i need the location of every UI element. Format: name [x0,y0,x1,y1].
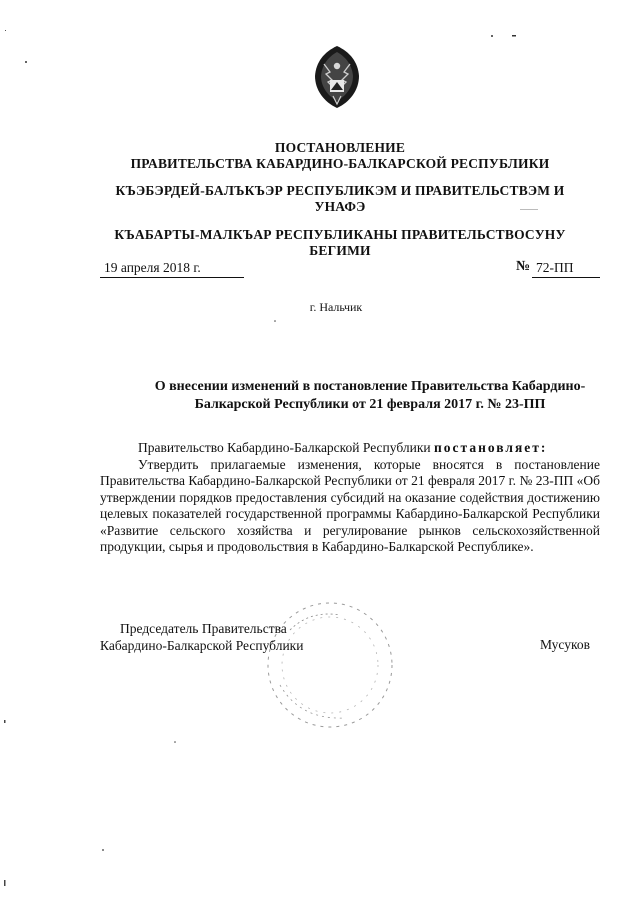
doc-type-title: ПОСТАНОВЛЕНИЕ [274,140,406,155]
government-name-krc-line2: БЕГИМИ [309,243,371,258]
decree-body [100,440,600,556]
signatory-title [100,620,303,654]
resolves-keyword: постановляет: [434,440,548,455]
subject-line-1: О внесении изменений в постановление Правительства Кабардино- [154,379,586,394]
signatory-name: Мусуков [540,637,590,652]
government-name-krc-line1: КЪАБАРТЫ-МАЛКЪАР РЕСПУБЛИКАНЫ ПРАВИТЕЛЬСТВОСУНУ [114,227,566,242]
government-name-kbd-line2: УНАФЭ [314,199,366,214]
city: г. Нальчик [309,300,363,314]
decree-date: 19 апреля 2018 г. [100,260,244,278]
decree-subject [130,378,610,414]
official-seal-stamp [250,590,410,740]
signatory-title-line-1: Председатель Правительства [120,621,287,636]
number-sign: № [516,259,531,274]
body-p1-prefix: Правительство Кабардино-Балкарской Республики [138,440,434,455]
government-name-kbd-line1: КЪЭБЭРДЕЙ-БАЛЪКЪЭР РЕСПУБЛИКЭМ И ПРАВИТЕЛЬСТВЭМ И [115,183,565,198]
signatory-title-line-2: Кабардино-Балкарской Республики [100,638,304,653]
body-paragraph-2: Утвердить прилагаемые изменения, которые вносятся в постановление Правительства Кабардино-Балкарской Республики от 21 февраля 2017 г. № 23-ПП «Об утверждении порядков предоставления субсидий на оказание содействия достижению целевых показателей государственной программы Кабардино-Балкарской Республики «Развитие сельского хозяйства и регулирование рынков сельскохозяйственной продукции, сырья и продовольствия в Кабардино-Балкарской Республике». [100,456,600,554]
government-name-ru: ПРАВИТЕЛЬСТВА КАБАРДИНО-БАЛКАРСКОЙ РЕСПУБЛИКИ [130,156,550,171]
coat-of-arms-icon [310,42,364,112]
decree-number: 72-ПП [532,260,600,278]
body-paragraph-1 [100,440,600,457]
subject-line-2: Балкарской Республики от 21 февраля 2017 г. № 23-ПП [194,397,546,412]
